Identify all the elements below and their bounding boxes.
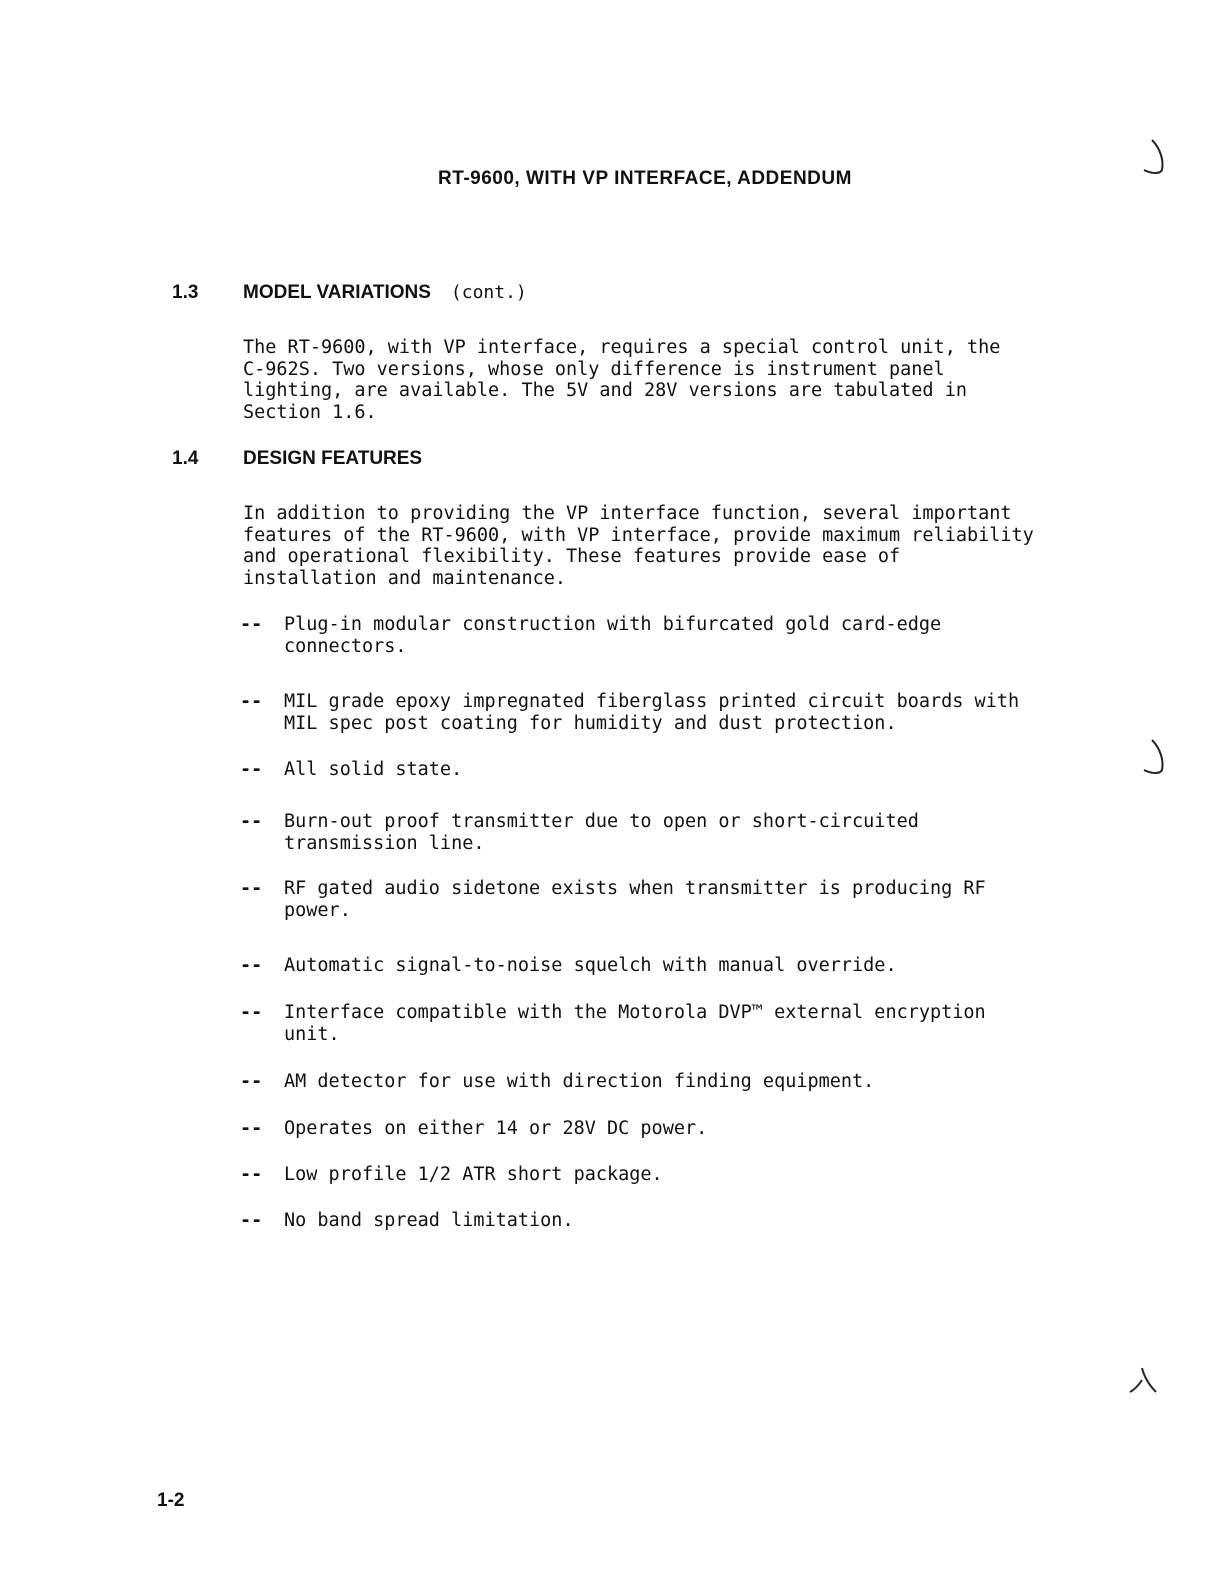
list-dash: -- bbox=[240, 1002, 263, 1023]
paragraph-line: lighting, are available. The 5V and 28V versions are tabulated in bbox=[243, 380, 967, 401]
section-suffix: (cont.) bbox=[450, 282, 527, 303]
list-dash: -- bbox=[240, 1210, 263, 1231]
section-number: 1.4 bbox=[172, 448, 199, 469]
list-item-line: connectors. bbox=[284, 635, 407, 657]
list-dash: -- bbox=[240, 691, 263, 712]
list-item-text bbox=[284, 878, 1094, 921]
list-dash: -- bbox=[240, 1164, 263, 1185]
list-item-text bbox=[284, 1164, 1094, 1186]
list-item-line: Interface compatible with the Motorola DVP™ external encryption bbox=[284, 1002, 986, 1023]
list-item-line: Automatic signal-to-noise squelch with manual override. bbox=[284, 955, 897, 976]
list-item-line: RF gated audio sidetone exists when transmitter is producing RF bbox=[284, 878, 986, 899]
list-dash: -- bbox=[240, 955, 263, 976]
punch-hole-mark-icon bbox=[1128, 1362, 1158, 1402]
section-paragraph bbox=[243, 337, 1083, 423]
list-item-text bbox=[284, 1071, 1094, 1093]
document-header: RT-9600, WITH VP INTERFACE, ADDENDUM bbox=[438, 168, 852, 189]
section-number: 1.3 bbox=[172, 282, 199, 303]
list-item-text bbox=[284, 1210, 1094, 1232]
section-paragraph bbox=[243, 503, 1083, 589]
paragraph-line: and operational flexibility. These features provide ease of bbox=[243, 546, 901, 567]
list-item-text bbox=[284, 955, 1094, 977]
list-item-line: unit. bbox=[284, 1023, 340, 1045]
list-dash: -- bbox=[240, 759, 263, 780]
list-item-line: Plug-in modular construction with bifurcated gold card-edge bbox=[284, 614, 942, 635]
list-item-text bbox=[284, 1118, 1094, 1140]
paragraph-line: The RT-9600, with VP interface, requires a special control unit, the bbox=[243, 337, 1001, 358]
list-item-line: All solid state. bbox=[284, 759, 463, 780]
paragraph-line: C-962S. Two versions, whose only difference is instrument panel bbox=[243, 358, 945, 380]
list-dash: -- bbox=[240, 1071, 263, 1092]
section-heading bbox=[243, 282, 527, 304]
list-item-line: No band spread limitation. bbox=[284, 1210, 574, 1231]
section-heading bbox=[243, 448, 422, 470]
list-item-line: Operates on either 14 or 28V DC power. bbox=[284, 1118, 708, 1139]
list-item-line: AM detector for use with direction finding equipment. bbox=[284, 1071, 875, 1092]
paragraph-line: In addition to providing the VP interface function, several important bbox=[243, 503, 1012, 524]
list-item-text bbox=[284, 1002, 1094, 1045]
page-number: 1-2 bbox=[157, 1490, 185, 1511]
list-item-line: Burn-out proof transmitter due to open or short-circuited bbox=[284, 811, 919, 832]
list-item-text bbox=[284, 811, 1094, 854]
list-dash: -- bbox=[240, 614, 263, 635]
list-item-line: MIL spec post coating for humidity and dust protection. bbox=[284, 712, 897, 734]
list-item-line: MIL grade epoxy impregnated fiberglass printed circuit boards with bbox=[284, 691, 1020, 712]
paragraph-line: Section 1.6. bbox=[243, 401, 377, 423]
paragraph-line: features of the RT-9600, with VP interface, provide maximum reliability bbox=[243, 524, 1034, 546]
list-dash: -- bbox=[240, 1118, 263, 1139]
list-item-text bbox=[284, 691, 1094, 734]
list-item-line: transmission line. bbox=[284, 832, 485, 854]
list-dash: -- bbox=[240, 811, 263, 832]
list-dash: -- bbox=[240, 878, 263, 899]
list-item-line: Low profile 1/2 ATR short package. bbox=[284, 1164, 663, 1185]
paragraph-line: installation and maintenance. bbox=[243, 567, 567, 589]
list-item-line: power. bbox=[284, 899, 351, 921]
section-title: MODEL VARIATIONS bbox=[243, 282, 431, 303]
list-item-text bbox=[284, 614, 1094, 657]
punch-hole-mark-icon bbox=[1138, 738, 1168, 778]
section-title: DESIGN FEATURES bbox=[243, 448, 423, 469]
punch-hole-mark-icon bbox=[1138, 138, 1168, 178]
list-item-text bbox=[284, 759, 1094, 781]
